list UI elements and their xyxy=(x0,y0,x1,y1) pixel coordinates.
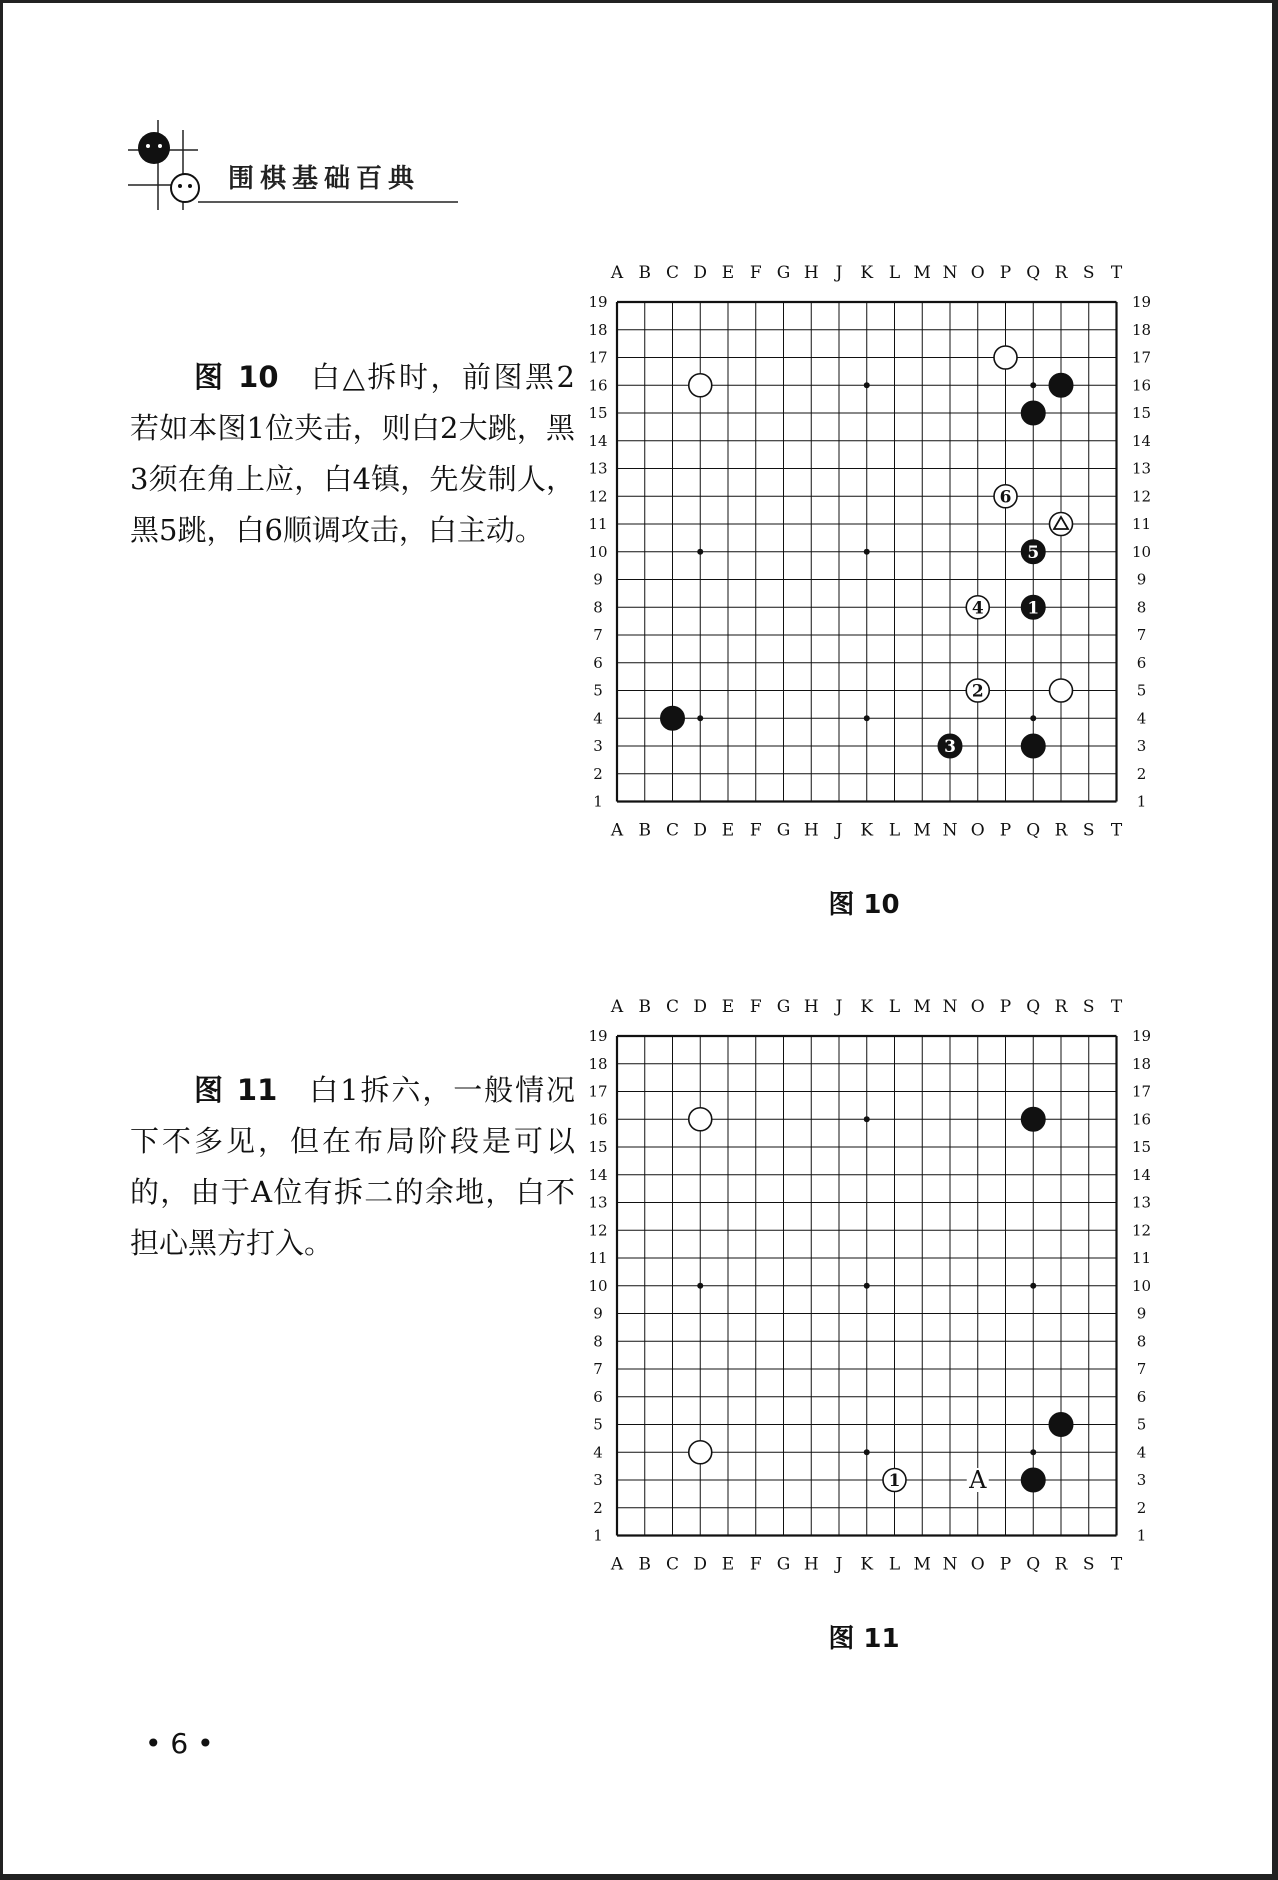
row-label: 5 xyxy=(1136,1415,1147,1434)
black-stone xyxy=(1021,401,1045,425)
row-label: 7 xyxy=(1136,626,1147,644)
column-label: M xyxy=(913,997,931,1017)
row-label: 6 xyxy=(1136,1387,1147,1406)
star-point xyxy=(1030,382,1036,388)
row-label: 3 xyxy=(1136,737,1147,755)
row-label: 14 xyxy=(590,431,608,450)
column-label: E xyxy=(721,1554,735,1575)
column-label: R xyxy=(1054,263,1068,283)
column-label: A xyxy=(610,820,624,841)
row-label: 15 xyxy=(590,404,608,422)
column-label: L xyxy=(888,997,901,1017)
column-label: R xyxy=(1054,1554,1068,1575)
column-label: T xyxy=(1110,997,1123,1017)
column-label: D xyxy=(693,1554,708,1575)
star-point xyxy=(864,715,870,721)
figure11-text: 白1拆六，一般情况下不多见，但在布局阶段是可以的，由于A位有拆二的余地，白不担心黑方打入。 xyxy=(130,1073,576,1260)
column-label: B xyxy=(638,263,651,283)
column-label: C xyxy=(665,1554,680,1575)
column-label: T xyxy=(1110,1554,1123,1575)
column-label: Q xyxy=(1026,820,1041,841)
column-label: J xyxy=(835,263,843,283)
column-label: Q xyxy=(1026,1554,1041,1575)
column-label: H xyxy=(803,820,819,841)
row-label: 17 xyxy=(1131,348,1150,367)
black-stone xyxy=(1049,1413,1073,1437)
row-label: 13 xyxy=(590,1193,608,1212)
row-label: 6 xyxy=(593,1387,603,1406)
column-label: N xyxy=(942,263,958,283)
column-label: P xyxy=(999,997,1012,1017)
figure10-label: 图 10 xyxy=(194,360,279,394)
row-label: 9 xyxy=(593,570,603,589)
star-point xyxy=(864,1116,870,1122)
column-label: F xyxy=(749,997,762,1017)
row-label: 6 xyxy=(593,653,603,672)
column-label: E xyxy=(721,820,735,841)
figure11-paragraph xyxy=(130,1065,575,1269)
row-label: 2 xyxy=(1136,1498,1147,1517)
column-label: J xyxy=(835,820,843,841)
column-label: R xyxy=(1054,997,1068,1017)
black-stone xyxy=(1021,734,1045,758)
row-label: 7 xyxy=(593,1360,603,1378)
column-label: M xyxy=(913,263,931,283)
column-label: Q xyxy=(1026,263,1041,283)
column-label: C xyxy=(665,820,680,841)
figure11-label: 图 11 xyxy=(194,1073,278,1107)
row-label: 18 xyxy=(1131,320,1150,339)
column-label: G xyxy=(776,263,791,283)
row-label: 16 xyxy=(590,1110,608,1129)
row-label: 1 xyxy=(1136,792,1147,811)
star-point xyxy=(697,715,703,721)
column-label: N xyxy=(942,997,958,1017)
row-label: 19 xyxy=(590,293,608,311)
row-label: 2 xyxy=(593,764,603,783)
row-label: 17 xyxy=(1131,1082,1150,1101)
row-label: 9 xyxy=(593,1304,603,1323)
row-label: 10 xyxy=(590,542,608,561)
row-label: 19 xyxy=(1131,293,1150,311)
row-label: 11 xyxy=(590,515,608,533)
row-label: 19 xyxy=(1131,1027,1150,1045)
column-label: G xyxy=(776,997,791,1017)
row-label: 8 xyxy=(1136,1332,1147,1351)
column-label: P xyxy=(999,1554,1012,1575)
figure10-text: 白△拆时，前图黑2若如本图1位夹击，则白2大跳，黑3须在角上应，白4镇，先发制人，黑5跳，白6顺调攻击，白主动。 xyxy=(130,360,575,547)
column-label: F xyxy=(749,1554,762,1575)
column-label: D xyxy=(693,263,708,283)
row-label: 18 xyxy=(590,320,608,339)
column-label: K xyxy=(860,820,874,841)
star-point xyxy=(864,549,870,555)
column-label: F xyxy=(749,263,762,283)
star-point xyxy=(864,1449,870,1455)
row-label: 5 xyxy=(593,681,603,700)
column-label: D xyxy=(693,820,708,841)
white-stone xyxy=(994,346,1017,369)
row-label: 5 xyxy=(593,1415,603,1434)
star-point xyxy=(1030,1283,1036,1289)
column-label: H xyxy=(803,1554,819,1575)
star-point xyxy=(697,1283,703,1289)
row-label: 4 xyxy=(1136,1443,1147,1462)
row-label: 19 xyxy=(590,1027,608,1045)
column-label: P xyxy=(999,820,1012,841)
row-label: 3 xyxy=(593,737,603,755)
column-label: T xyxy=(1110,820,1123,841)
row-label: 9 xyxy=(1136,570,1147,589)
row-label: 15 xyxy=(1131,404,1150,422)
row-label: 12 xyxy=(1131,487,1150,506)
column-label: B xyxy=(638,997,651,1017)
column-label: R xyxy=(1054,820,1068,841)
column-label: J xyxy=(835,997,843,1017)
star-point xyxy=(864,382,870,388)
column-label: A xyxy=(610,997,624,1017)
move-number: 3 xyxy=(944,737,956,757)
position-mark: A xyxy=(969,1466,987,1494)
row-label: 14 xyxy=(1131,1165,1150,1184)
row-label: 11 xyxy=(1131,515,1150,533)
star-point xyxy=(697,549,703,555)
column-label: L xyxy=(888,263,901,283)
row-label: 1 xyxy=(593,792,603,811)
go-board-figure10 xyxy=(590,258,1150,852)
column-label: O xyxy=(970,1554,985,1575)
row-label: 13 xyxy=(1131,459,1150,478)
row-label: 17 xyxy=(590,1082,608,1101)
column-label: O xyxy=(970,820,985,841)
column-label: S xyxy=(1082,997,1095,1017)
row-label: 6 xyxy=(1136,653,1147,672)
figure10-caption: 图 10 xyxy=(828,890,900,920)
row-label: 10 xyxy=(1131,542,1150,561)
row-label: 16 xyxy=(1131,1110,1150,1129)
go-board-figure11 xyxy=(590,992,1150,1586)
row-label: 7 xyxy=(593,626,603,644)
star-point xyxy=(864,1283,870,1289)
column-label: G xyxy=(776,820,791,841)
row-label: 16 xyxy=(1131,376,1150,395)
column-label: O xyxy=(970,997,985,1017)
row-label: 12 xyxy=(590,1221,608,1240)
white-stone xyxy=(689,1108,712,1131)
column-label: L xyxy=(888,820,901,841)
figure11-caption: 图 11 xyxy=(828,1624,900,1654)
black-stone xyxy=(1021,1107,1045,1131)
row-label: 3 xyxy=(1136,1471,1147,1489)
column-label: S xyxy=(1082,820,1095,841)
row-label: 3 xyxy=(593,1471,603,1489)
row-label: 2 xyxy=(593,1498,603,1517)
row-label: 7 xyxy=(1136,1360,1147,1378)
row-label: 4 xyxy=(593,1443,603,1462)
column-label: M xyxy=(913,1554,931,1575)
column-label: C xyxy=(665,263,680,283)
row-label: 13 xyxy=(1131,1193,1150,1212)
column-label: S xyxy=(1082,263,1095,283)
black-stone xyxy=(661,706,685,730)
column-label: N xyxy=(942,1554,958,1575)
column-label: S xyxy=(1082,1554,1095,1575)
column-label: D xyxy=(693,997,708,1017)
column-label: G xyxy=(776,1554,791,1575)
column-label: A xyxy=(610,263,624,283)
white-stone xyxy=(689,374,712,397)
column-label: A xyxy=(610,1554,624,1575)
star-point xyxy=(1030,1449,1036,1455)
row-label: 4 xyxy=(1136,709,1147,728)
page-number: • 6 • xyxy=(145,1727,214,1760)
column-label: B xyxy=(638,1554,651,1575)
column-label: J xyxy=(835,1554,843,1575)
row-label: 5 xyxy=(1136,681,1147,700)
column-label: H xyxy=(803,263,819,283)
row-label: 13 xyxy=(590,459,608,478)
move-number: 2 xyxy=(971,681,984,702)
column-label: B xyxy=(638,820,651,841)
row-label: 15 xyxy=(590,1138,608,1156)
row-label: 10 xyxy=(590,1276,608,1295)
column-label: N xyxy=(942,820,958,841)
header-title: 围棋基础百典 xyxy=(228,164,421,194)
column-label: K xyxy=(860,997,874,1017)
row-label: 14 xyxy=(1131,431,1150,450)
running-header xyxy=(128,120,468,220)
row-label: 8 xyxy=(593,1332,603,1351)
star-point xyxy=(1030,715,1036,721)
column-label: O xyxy=(970,263,985,283)
row-label: 9 xyxy=(1136,1304,1147,1323)
column-label: K xyxy=(860,1554,874,1575)
move-number: 4 xyxy=(971,598,984,619)
column-label: E xyxy=(721,997,735,1017)
figure10-paragraph xyxy=(130,352,575,556)
row-label: 11 xyxy=(590,1249,608,1267)
white-stone xyxy=(689,1441,712,1464)
row-label: 18 xyxy=(1131,1054,1150,1073)
row-label: 8 xyxy=(1136,598,1147,617)
move-number: 1 xyxy=(1027,598,1040,619)
move-number: 6 xyxy=(999,487,1012,508)
row-label: 8 xyxy=(593,598,603,617)
row-label: 17 xyxy=(590,348,608,367)
row-label: 4 xyxy=(593,709,603,728)
row-label: 1 xyxy=(593,1526,603,1545)
column-label: F xyxy=(749,820,762,841)
column-label: L xyxy=(888,1554,901,1575)
column-label: Q xyxy=(1026,997,1041,1017)
row-label: 14 xyxy=(590,1165,608,1184)
column-label: P xyxy=(999,263,1012,283)
board10-svg xyxy=(590,258,1150,848)
column-label: H xyxy=(803,997,819,1017)
row-label: 12 xyxy=(1131,1221,1150,1240)
row-label: 11 xyxy=(1131,1249,1150,1267)
row-label: 2 xyxy=(1136,764,1147,783)
row-label: 15 xyxy=(1131,1138,1150,1156)
move-number: 1 xyxy=(888,1471,901,1491)
move-number: 5 xyxy=(1027,542,1040,563)
column-label: M xyxy=(913,820,931,841)
row-label: 10 xyxy=(1131,1276,1150,1295)
board11-svg xyxy=(590,992,1150,1582)
row-label: 18 xyxy=(590,1054,608,1073)
black-stone xyxy=(1049,373,1073,397)
column-label: K xyxy=(860,263,874,283)
row-label: 12 xyxy=(590,487,608,506)
row-label: 1 xyxy=(1136,1526,1147,1545)
column-label: C xyxy=(665,997,680,1017)
column-label: E xyxy=(721,263,735,283)
column-label: T xyxy=(1110,263,1123,283)
black-stone xyxy=(1021,1468,1045,1492)
row-label: 16 xyxy=(590,376,608,395)
white-stone xyxy=(1050,679,1073,702)
